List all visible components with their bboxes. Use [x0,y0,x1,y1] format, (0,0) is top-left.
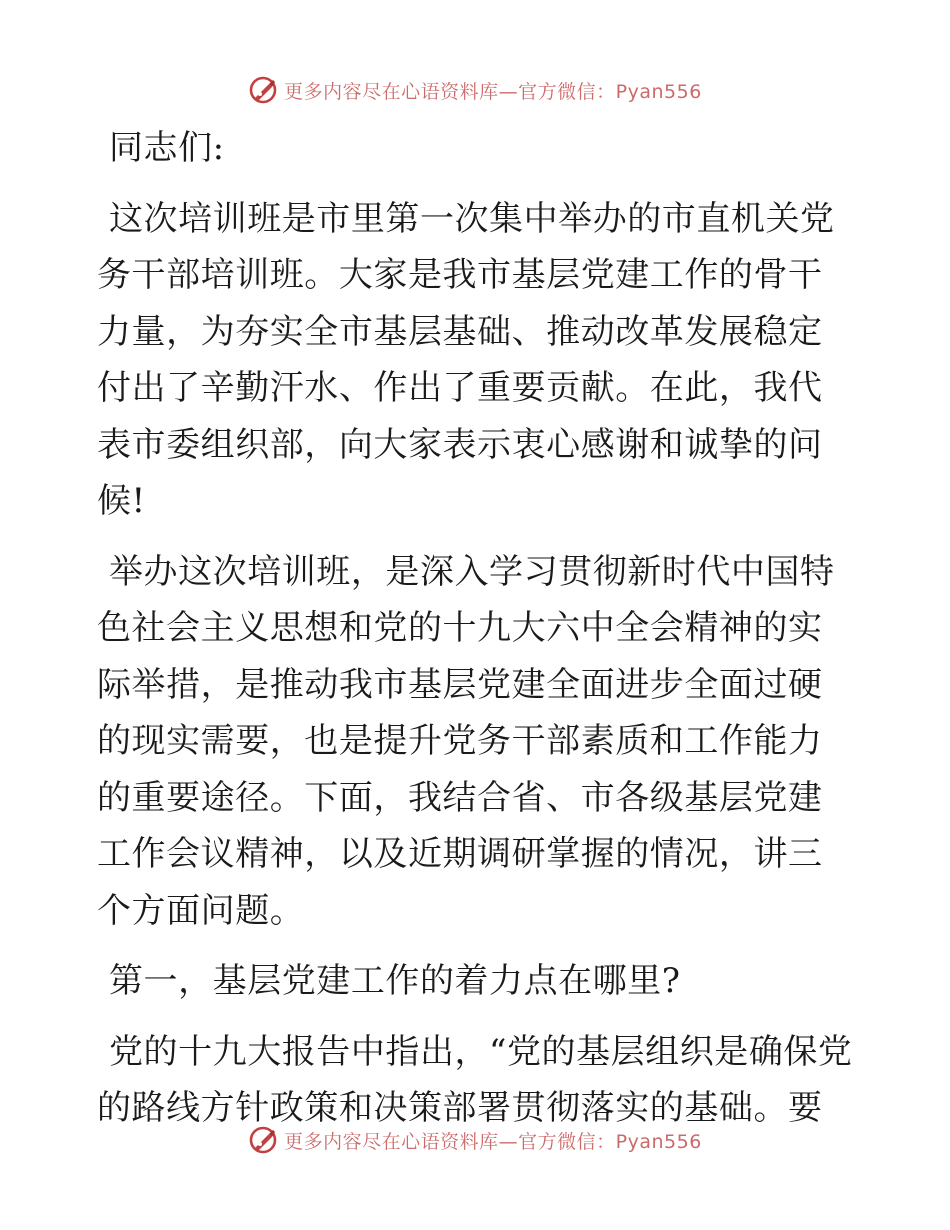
footer-watermark-banner [0,1120,950,1160]
header-watermark-banner [0,70,950,110]
section-heading-1: 第一，基层党建工作的着力点在哪里? [109,961,681,1001]
pen-logo-icon [248,75,278,105]
paragraph-3: 党的十九大报告中指出，“党的基层组织是确保党的路线方针政策和决策部署贯彻落实的基础。要 [97,1031,853,1128]
greeting: 同志们: [109,128,225,168]
paragraph-1: 这次培训班是市里第一次集中举办的市直机关党务干部培训班。大家是我市基层党建工作的骨干力量，为夯实全市基层基础、推动改革发展稳定付出了辛勤汗水、作出了重要贡献。在此，我代表市委组织部，向大家表示衷心感谢和诚挚的问候! [97,198,835,521]
pen-logo-icon [248,1125,278,1155]
paragraph-2: 举办这次培训班，是深入学习贯彻新时代中国特色社会主义思想和党的十九大六中全会精神的实际举措，是推动我市基层党建全面进步全面过硬的现实需要，也是提升党务干部素质和工作能力的重要途径。下面，我结合省、市各级基层党建工作会议精神，以及近期调研掌握的情况，讲三个方面问题。 [97,551,835,931]
document-body [97,120,857,1137]
footer-watermark-text: 更多内容尽在心语资料库—官方微信：Pyan556 [284,1130,702,1153]
header-watermark-text: 更多内容尽在心语资料库—官方微信：Pyan556 [284,80,702,103]
